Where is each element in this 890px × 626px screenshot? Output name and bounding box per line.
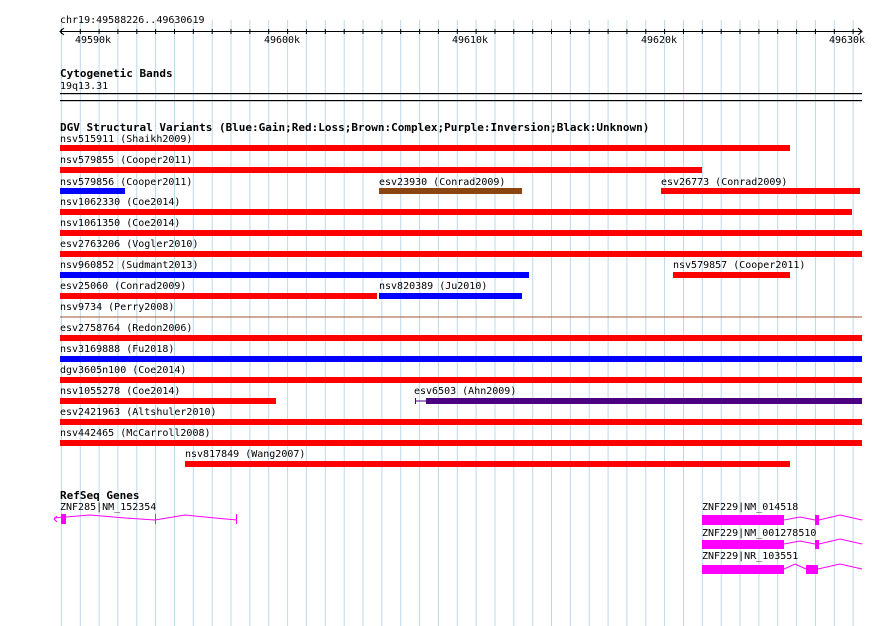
gene-exon	[815, 540, 819, 549]
variant-label[interactable]: esv23930 (Conrad2009)	[379, 177, 506, 188]
variant-label[interactable]: nsv3169888 (Fu2018)	[60, 344, 175, 355]
variant-bar	[60, 377, 862, 383]
gene-exon	[702, 565, 784, 574]
variant-label[interactable]: nsv1061350 (Coe2014)	[60, 218, 181, 229]
variant-label[interactable]: nsv9734 (Perry2008)	[60, 302, 175, 313]
variant-label[interactable]: nsv515911 (Shaikh2009)	[60, 134, 193, 145]
variant-label[interactable]: nsv817849 (Wang2007)	[185, 449, 306, 460]
ruler-tick-label: 49600k	[263, 35, 301, 46]
gene-intron	[784, 541, 815, 544]
variant-bar	[60, 335, 862, 341]
ruler-tick-label: 49630k	[828, 35, 866, 46]
cytoband-bar-bottom	[60, 100, 862, 101]
gene-intron	[784, 564, 806, 569]
variant-label[interactable]: esv2763206 (Vogler2010)	[60, 239, 199, 250]
variant-bar	[60, 317, 862, 318]
variant-label[interactable]: esv2758764 (Redon2006)	[60, 323, 193, 334]
variant-bar	[661, 188, 860, 194]
gene-exon	[61, 514, 66, 524]
gene-exon	[702, 515, 784, 525]
ruler-location: chr19:49588226..49630619	[60, 15, 205, 26]
variant-bar	[60, 356, 862, 362]
variant-bar	[673, 272, 790, 278]
cytoband-track-title: Cytogenetic Bands	[60, 67, 173, 80]
ruler-tick-label: 49590k	[74, 35, 112, 46]
gene-label[interactable]: ZNF229|NM_014518	[702, 502, 799, 513]
variant-bar	[60, 440, 862, 446]
variant-bar	[60, 209, 852, 215]
variant-label[interactable]: nsv960852 (Sudmant2013)	[60, 260, 199, 271]
ruler-tick-label: 49620k	[640, 35, 678, 46]
variant-label[interactable]: nsv1062330 (Coe2014)	[60, 197, 181, 208]
variant-label[interactable]: nsv579855 (Cooper2011)	[60, 155, 193, 166]
variant-bar	[426, 398, 862, 404]
variant-bar	[379, 188, 522, 194]
variant-label[interactable]: nsv579856 (Cooper2011)	[60, 177, 193, 188]
variant-label[interactable]: nsv820389 (Ju2010)	[379, 281, 488, 292]
variant-bar	[60, 293, 377, 299]
variant-label[interactable]: esv26773 (Conrad2009)	[661, 177, 788, 188]
ruler-tick-label: 49610k	[451, 35, 489, 46]
variant-label[interactable]: esv25060 (Conrad2009)	[60, 281, 187, 292]
dgv-track-title: DGV Structural Variants (Blue:Gain;Red:Loss;Brown:Complex;Purple:Inversion;Black:Unknown)	[60, 121, 650, 134]
gene-intron	[819, 515, 862, 520]
variant-bar	[60, 251, 862, 257]
gene-intron	[819, 539, 862, 544]
refseq-track-title: RefSeq Genes	[60, 489, 140, 502]
variant-label[interactable]: esv6503 (Ahn2009)	[414, 386, 517, 397]
variant-bar	[60, 188, 125, 194]
variant-bar	[60, 167, 702, 173]
gene-intron	[818, 564, 862, 569]
variant-bar	[379, 293, 522, 299]
variant-bar	[60, 145, 790, 151]
variant-label[interactable]: dgv3605n100 (Coe2014)	[60, 365, 187, 376]
variant-bar	[185, 461, 790, 467]
gene-label[interactable]: ZNF229|NR_103551	[702, 551, 799, 562]
variant-label[interactable]: nsv579857 (Cooper2011)	[673, 260, 806, 271]
gene-intron	[784, 517, 815, 520]
cytoband-label[interactable]: 19q13.31	[60, 81, 109, 92]
variant-bar	[60, 230, 862, 236]
gene-label[interactable]: ZNF285|NM_152354	[60, 502, 157, 513]
gene-exon	[702, 540, 784, 549]
gene-exon	[815, 515, 819, 525]
variant-bar	[60, 272, 529, 278]
variant-bar	[60, 419, 862, 425]
gene-exon	[806, 565, 818, 574]
variant-bar	[60, 398, 276, 404]
variant-label[interactable]: nsv1055278 (Coe2014)	[60, 386, 181, 397]
cytoband-bar-top	[60, 93, 862, 94]
gene-intron	[54, 515, 237, 520]
gene-strand-arrow	[54, 516, 57, 522]
variant-label[interactable]: nsv442465 (McCarroll2008)	[60, 428, 211, 439]
gene-label[interactable]: ZNF229|NM_001278510	[702, 528, 817, 539]
variant-label[interactable]: esv2421963 (Altshuler2010)	[60, 407, 217, 418]
